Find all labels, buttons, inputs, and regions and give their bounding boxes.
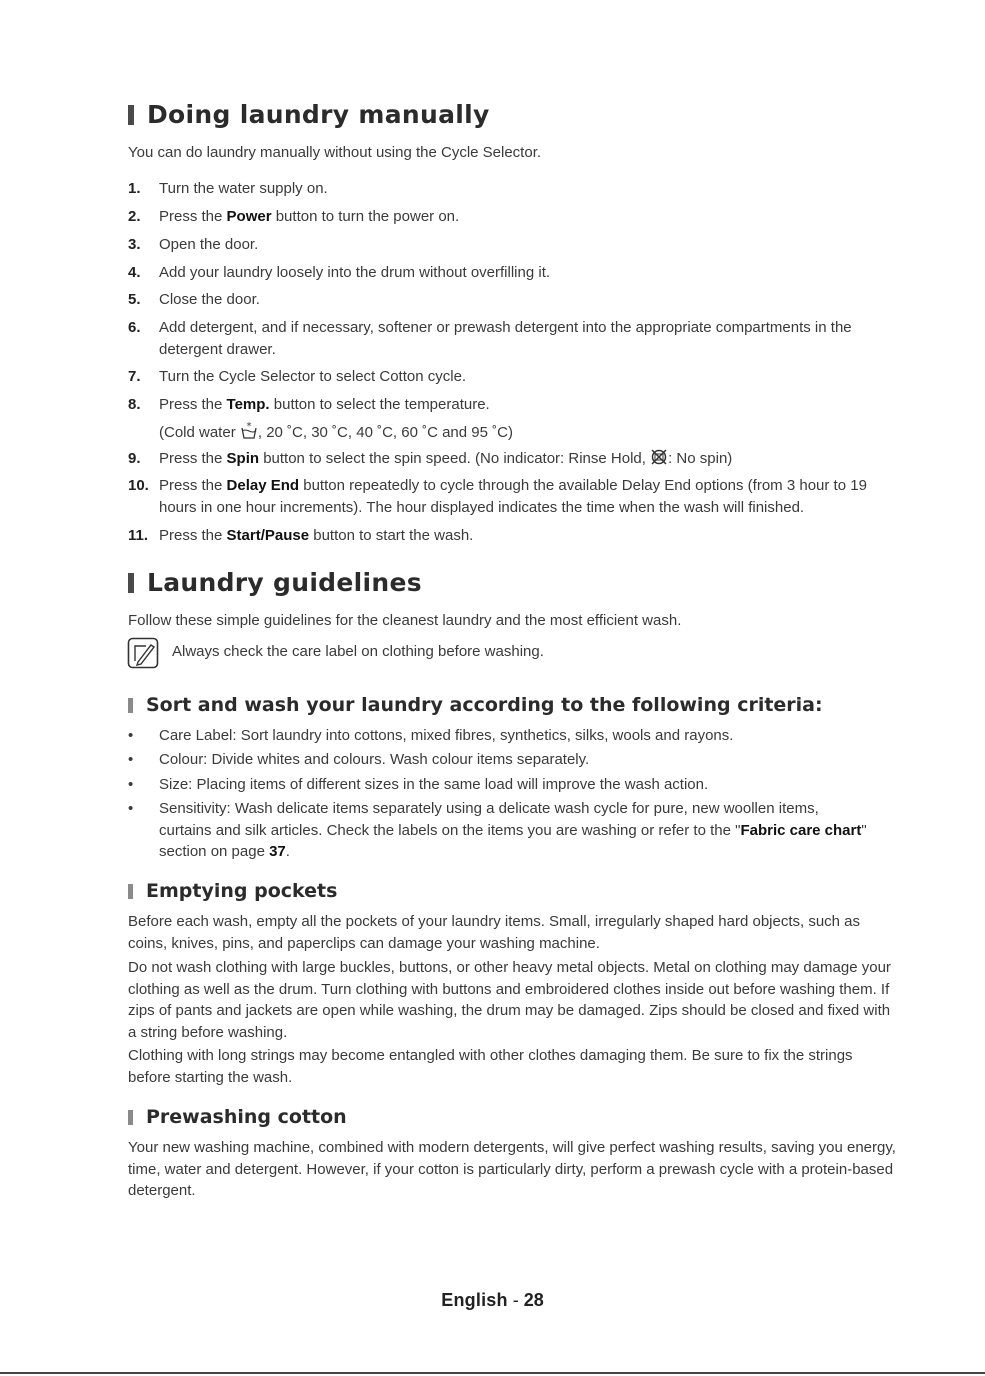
heading-text: Prewashing cotton — [146, 1106, 347, 1128]
step-text: button to select the spin speed. (No indicator: Rinse Hold, — [259, 450, 651, 467]
svg-text:*: * — [246, 422, 252, 432]
temp-text: (Cold water — [159, 424, 240, 441]
pockets-para-3: Clothing with long strings may become entangled with other clothes damaging them. Be sure to fix the strings before starting the wash. — [128, 1047, 853, 1086]
bullet-dot: • — [128, 776, 134, 793]
step-number: 5. — [128, 291, 141, 308]
bullet-dot: • — [128, 727, 134, 744]
section-heading-guidelines — [128, 568, 422, 597]
footer-page-number: 28 — [523, 1290, 544, 1310]
guidelines-intro: Follow these simple guidelines for the cleanest laundry and the most efficient wash. — [128, 612, 682, 629]
heading-bar — [128, 1110, 133, 1125]
no-spin-icon — [650, 448, 668, 466]
step-4 — [128, 262, 898, 284]
step-8 — [128, 394, 898, 416]
footer-language: English — [441, 1290, 508, 1310]
step-bold: Spin — [226, 450, 260, 467]
bullet-text: . — [285, 843, 290, 860]
bullet-sensitivity — [128, 798, 868, 863]
step-2 — [128, 206, 898, 228]
step-text: button to start the wash. — [309, 527, 474, 544]
step-7 — [128, 366, 898, 388]
fabric-care-link[interactable]: Fabric care chart — [740, 821, 862, 839]
step-text: Open the door. — [159, 236, 259, 253]
bullet-colour — [128, 749, 898, 771]
heading-text: Doing laundry manually — [147, 100, 490, 129]
bullet-text: Care Label: Sort laundry into cottons, mixed fibres, synthetics, silks, wools and rayons. — [159, 727, 734, 744]
step-number: 6. — [128, 319, 141, 336]
step-text: Press the — [159, 450, 227, 467]
step-text: Add detergent, and if necessary, softener or prewash detergent into the appropriate compartments in the detergent drawer. — [159, 319, 852, 358]
step-3 — [128, 234, 898, 256]
step-bold: Delay End — [226, 477, 300, 494]
step-text: Turn the water supply on. — [159, 180, 328, 197]
pockets-para-2: Do not wash clothing with large buckles, buttons, or other heavy metal objects. Metal on clothing may damage your clothing as well as the drum. Turn clothing with buttons and embroidered clothes inside out before washing them. If zips of pants and jackets are open while washing, the drum may be damaged. Zips should be closed and fixed with a string before washing. — [128, 959, 891, 1041]
step-bold: Power — [226, 208, 272, 225]
step-text: Add your laundry loosely into the drum without overfilling it. — [159, 264, 551, 281]
step-6 — [128, 317, 888, 360]
bullet-text: Size: Placing items of different sizes in the same load will improve the wash action. — [159, 776, 709, 793]
step-10 — [128, 475, 898, 518]
heading-text: Emptying pockets — [146, 880, 338, 902]
step-number: 7. — [128, 368, 141, 385]
heading-bar — [128, 884, 133, 899]
bullet-text: Colour: Divide whites and colours. Wash colour items separately. — [159, 751, 590, 768]
note-text: Always check the care label on clothing before washing. — [172, 643, 544, 660]
step-1 — [128, 178, 898, 200]
heading-bar — [128, 698, 133, 713]
step-5 — [128, 289, 898, 311]
step-text: Press the — [159, 208, 227, 225]
bullet-dot: • — [128, 751, 134, 768]
bullet-text: Sensitivity: Wash delicate items separately using a delicate wash cycle for pure, new woollen items, curtains and silk articles. Check the labels on the items you are washing or refer to the " — [159, 800, 819, 839]
step-text: Turn the Cycle Selector to select Cotton cycle. — [159, 368, 467, 385]
bottom-rule — [0, 1372, 985, 1374]
step-bold: Start/Pause — [226, 527, 310, 544]
step-text: button to select the temperature. — [269, 396, 490, 413]
cold-water-icon — [240, 422, 258, 440]
section-heading-manual — [128, 100, 490, 129]
page-footer — [0, 1290, 985, 1311]
step-9 — [128, 448, 898, 470]
heading-bar — [128, 573, 134, 593]
bullet-dot: • — [128, 800, 134, 817]
step-8-temperatures — [128, 422, 898, 444]
pockets-para-1: Before each wash, empty all the pockets of your laundry items. Small, irregularly shaped hard objects, such as coins, knives, pins, and paperclips can damage your washing machine. — [128, 913, 861, 952]
step-number: 9. — [128, 450, 141, 467]
step-number: 8. — [128, 396, 141, 413]
step-number: 11. — [128, 527, 149, 544]
footer-separator: - — [507, 1290, 524, 1310]
step-number: 2. — [128, 208, 141, 225]
step-text: : No spin) — [668, 450, 733, 467]
step-11 — [128, 525, 898, 547]
step-text: Press the — [159, 477, 227, 494]
temp-text: , 20 ˚C, 30 ˚C, 40 ˚C, 60 ˚C and 95 ˚C) — [257, 424, 513, 441]
prewash-para: Your new washing machine, combined with modern detergents, will give perfect washing results, saving you energy, time, water and detergent. However, if your cotton is particularly dirty, perform a prewash cycle with a protein-based detergent. — [128, 1139, 896, 1199]
bullet-care-label — [128, 725, 898, 747]
bullet-text: " section on page — [159, 821, 867, 860]
page-reference[interactable]: 37 — [269, 843, 286, 860]
step-number: 10. — [128, 477, 149, 494]
heading-text: Laundry guidelines — [147, 568, 422, 597]
step-text: button to turn the power on. — [271, 208, 460, 225]
note-icon — [127, 637, 159, 669]
step-number: 1. — [128, 180, 141, 197]
step-text: Press the — [159, 527, 227, 544]
step-number: 4. — [128, 264, 141, 281]
heading-text: Sort and wash your laundry according to the following criteria: — [146, 694, 823, 716]
subheading-sort — [128, 694, 823, 716]
heading-bar — [128, 105, 134, 125]
step-number: 3. — [128, 236, 141, 253]
subheading-pockets — [128, 880, 337, 902]
step-text: Close the door. — [159, 291, 260, 308]
bullet-size — [128, 774, 898, 796]
step-bold: Temp. — [226, 396, 270, 413]
subheading-prewash — [128, 1106, 347, 1128]
step-text: Press the — [159, 396, 227, 413]
step-text: button repeatedly to cycle through the available Delay End options (from 3 hour to 19 hours in one hour increments). The hour displayed indicates the time when the wash will finished. — [159, 477, 867, 516]
manual-intro: You can do laundry manually without using the Cycle Selector. — [128, 144, 542, 161]
